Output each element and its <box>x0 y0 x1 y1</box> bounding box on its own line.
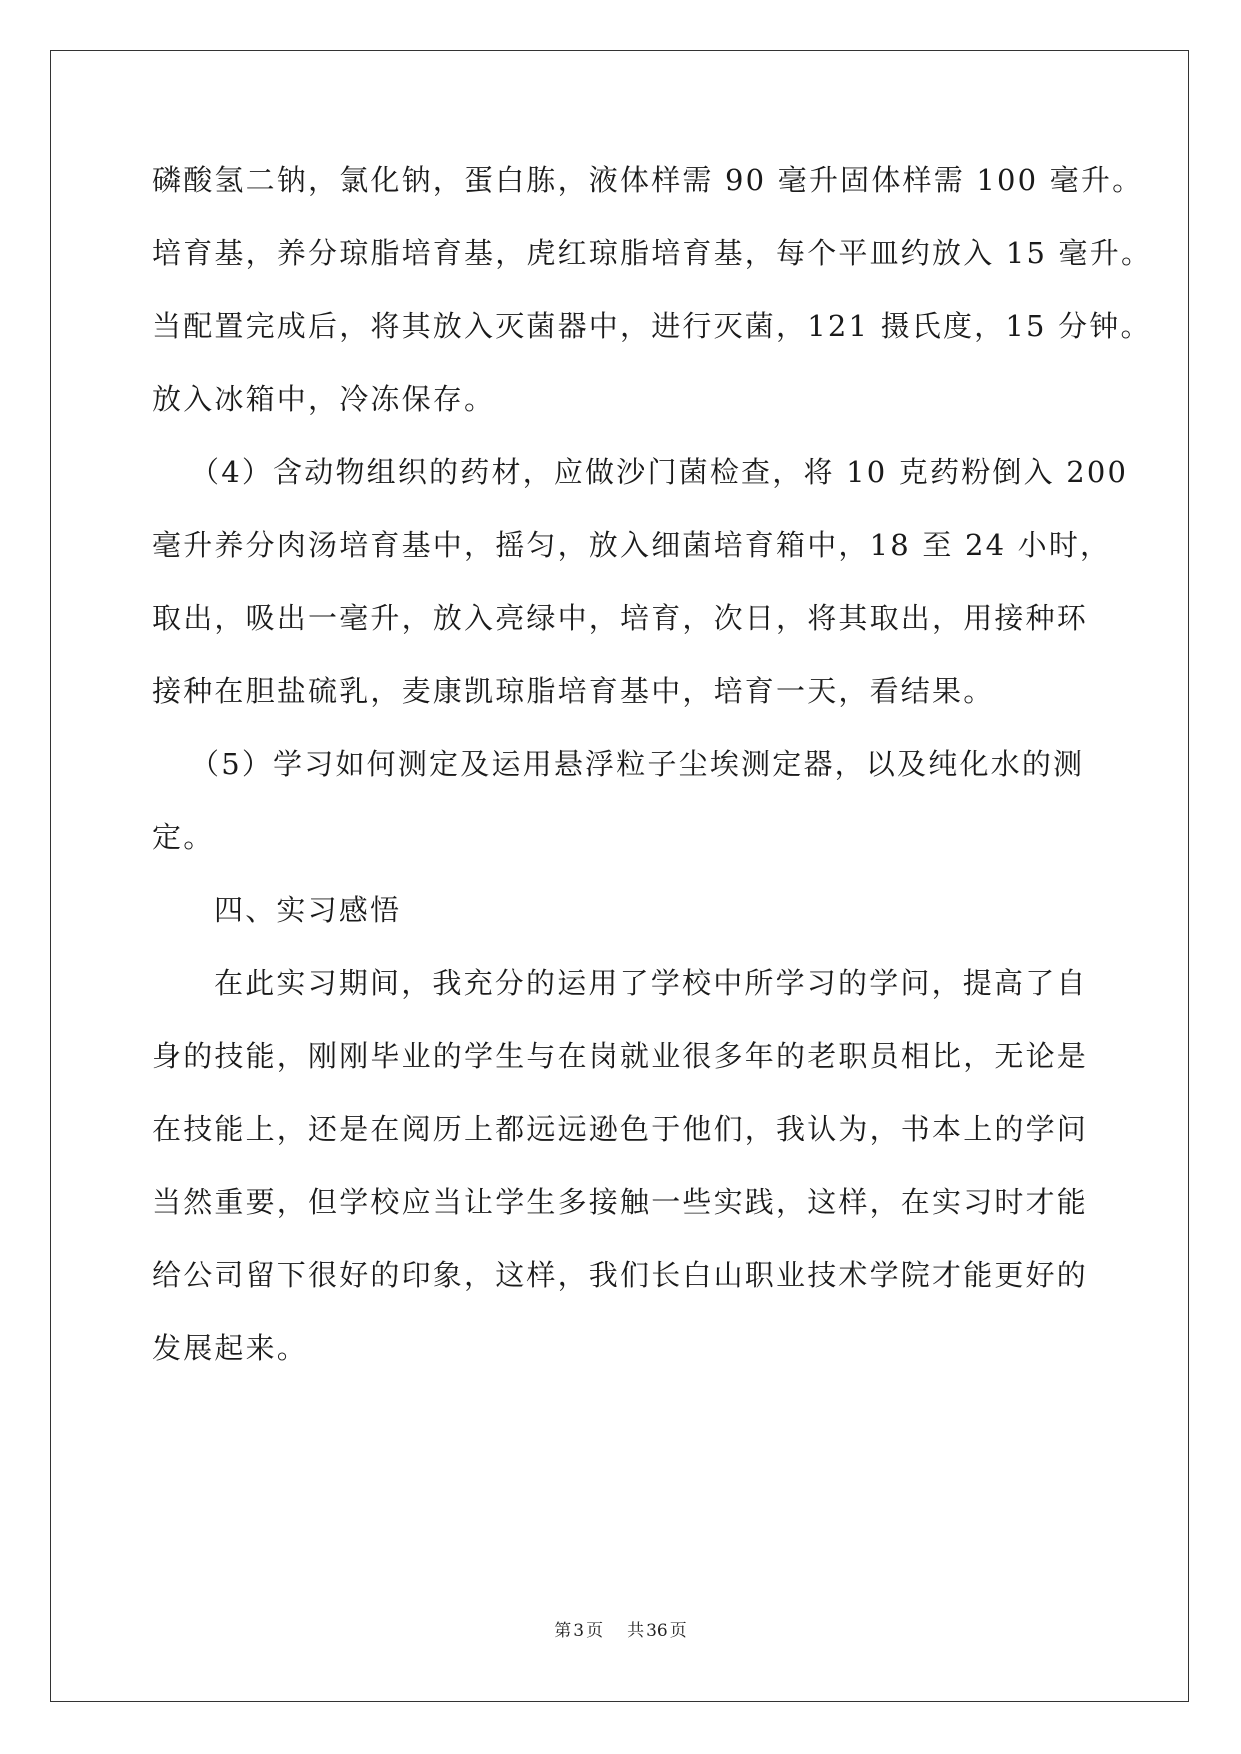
text-line-15: 当然重要，但学校应当让学生多接触一些实践，这样，在实习时才能 <box>152 1185 1089 1219</box>
text-line-2: 培育基，养分琼脂培育基，虎红琼脂培育基，每个平皿约放入 15 毫升。 <box>152 236 1153 270</box>
section-heading: 四、实习感悟 <box>214 893 402 927</box>
text-line-8: 接种在胆盐硫乳，麦康凯琼脂培育基中，培育一天，看结果。 <box>152 674 995 708</box>
text-line-14: 在技能上，还是在阅历上都远远逊色于他们，我认为，书本上的学问 <box>152 1112 1089 1146</box>
page-number: 3 <box>573 1621 585 1641</box>
text-line-12: 在此实习期间，我充分的运用了学校中所学习的学问，提高了自 <box>214 966 1088 1000</box>
text-line-17: 发展起来。 <box>152 1331 309 1365</box>
total-suffix: 页 <box>669 1621 687 1641</box>
page-border <box>50 50 1189 1702</box>
text-line-13: 身的技能，刚刚毕业的学生与在岗就业很多年的老职员相比，无论是 <box>152 1039 1089 1073</box>
text-line-7: 取出，吸出一毫升，放入亮绿中，培育，次日，将其取出，用接种环 <box>152 601 1089 635</box>
total-pages: 36 <box>646 1621 668 1641</box>
text-line-3: 当配置完成后，将其放入灭菌器中，进行灭菌，121 摄氏度，15 分钟。 <box>152 309 1152 343</box>
page-suffix: 页 <box>586 1621 604 1641</box>
text-line-9: （5）学习如何测定及运用悬浮粒子尘埃测定器，以及纯化水的测 <box>190 747 1085 781</box>
text-line-4: 放入冰箱中，冷冻保存。 <box>152 382 496 416</box>
page-footer <box>0 1616 1241 1641</box>
text-line-16: 给公司留下很好的印象，这样，我们长白山职业技术学院才能更好的 <box>152 1258 1089 1292</box>
page-prefix: 第 <box>554 1621 572 1641</box>
total-prefix: 共 <box>627 1621 645 1641</box>
text-line-10: 定。 <box>152 820 215 854</box>
text-line-5: （4）含动物组织的药材，应做沙门菌检查，将 10 克药粉倒入 200 <box>190 455 1129 489</box>
text-line-6: 毫升养分肉汤培育基中，摇匀，放入细菌培育箱中，18 至 24 小时， <box>152 528 1112 562</box>
text-line-1: 磷酸氢二钠，氯化钠，蛋白胨，液体样需 90 毫升固体样需 100 毫升。 <box>152 163 1144 197</box>
